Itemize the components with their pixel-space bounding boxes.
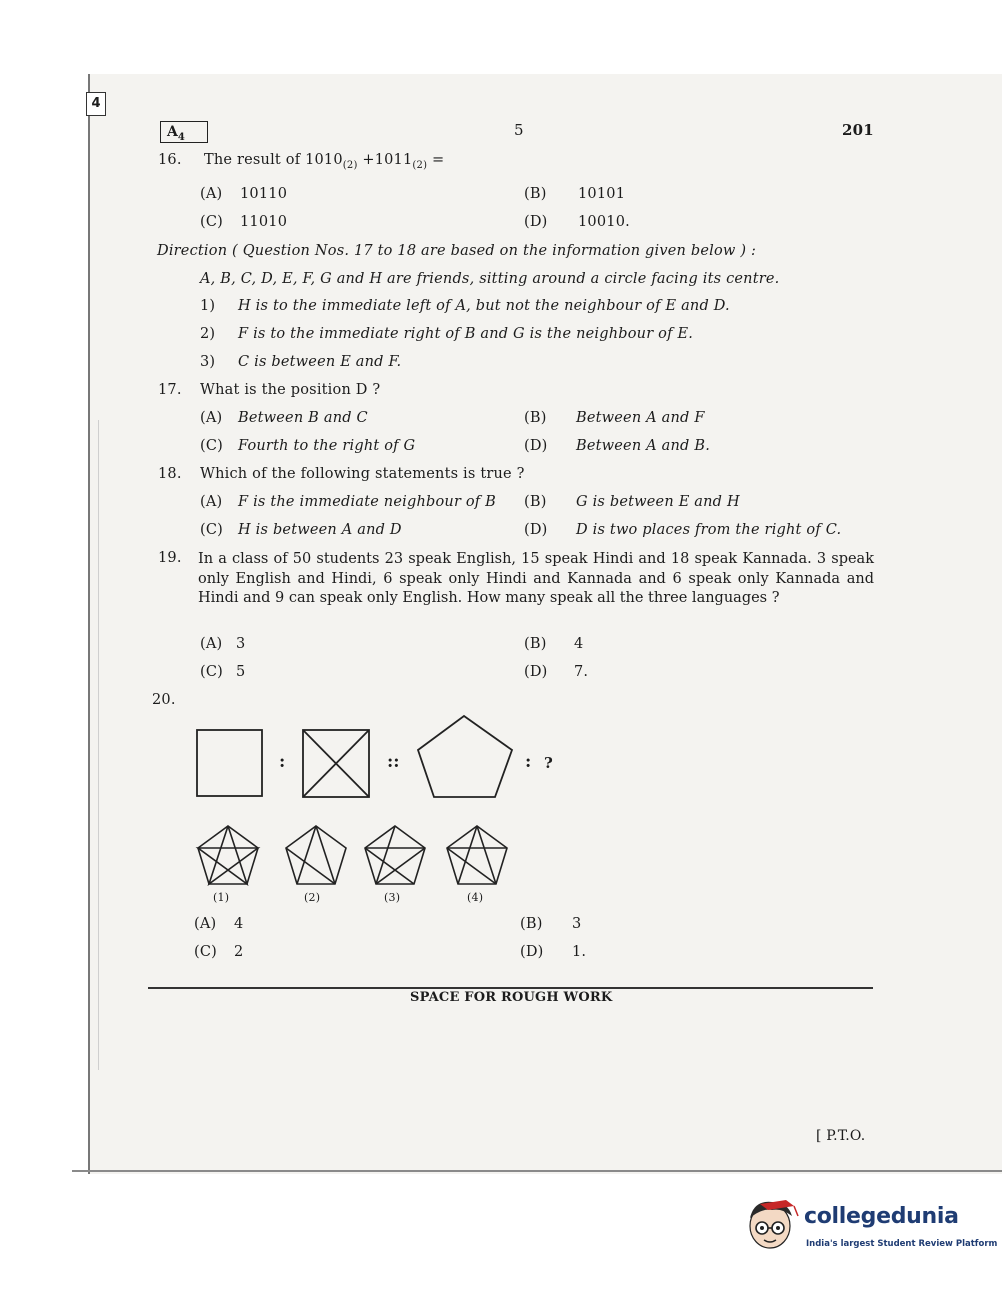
q18-option-a-label: (A) [200,494,223,510]
q17-option-c-text: Fourth to the right of G [238,438,416,454]
booklet-code-sub: 4 [177,131,185,143]
q18-option-c-label: (C) [200,522,224,538]
q18-stem: Which of the following statements is true ? [200,466,525,482]
collegedunia-logo[interactable] [742,1196,998,1258]
q19-option-b-text: 4 [574,636,584,652]
q18-option-d-label: (D) [524,522,548,538]
answer-figure-3-line-2 [365,848,414,884]
q16-option-d-text: 10010. [578,214,630,230]
clue-2-number: 2) [200,326,216,342]
booklet-code-main: A [167,124,178,140]
q17-option-a-label: (A) [200,410,223,426]
clue-2-text: F is to the immediate right of B and G is the neighbour of E. [238,326,694,342]
q17-option-d-text: Between A and B. [576,438,711,454]
q19-option-d-text: 7. [574,664,589,680]
q18-option-b-label: (B) [524,494,547,510]
clue-1-text: H is to the immediate left of A, but not the neighbour of E and D. [238,298,730,314]
answer-figure-4-line-4 [447,848,496,884]
rough-work-label: SPACE FOR ROUGH WORK [410,990,613,1005]
q17-option-c-label: (C) [200,438,224,454]
q16-number: 16. [158,152,182,168]
direction-intro: A, B, C, D, E, F, G and H are friends, sitting around a circle facing its centre. [200,271,780,287]
q19-option-c-label: (C) [200,664,224,680]
rough-work-rule [148,987,873,989]
brand-tagline: India's largest Student Review Platform [806,1239,998,1249]
q16-option-b-label: (B) [524,186,547,202]
figure-label-4: (4) [467,891,484,904]
q20-option-b-label: (B) [520,916,543,932]
q19-option-c-text: 5 [236,664,246,680]
q16-option-a-label: (A) [200,186,223,202]
answer-figure-2-line-2 [316,826,335,884]
q19-number: 19. [158,550,182,566]
side-tab: 4 [86,92,106,116]
q20-colon-2: : [525,752,532,772]
q19-option-d-label: (D) [524,664,548,680]
q17-stem: What is the position D ? [200,382,381,398]
q20-number: 20. [152,692,176,708]
answer-figure-3-line-3 [376,848,425,884]
q20-question-mark: ? [544,754,553,772]
q17-option-b-text: Between A and F [576,410,705,426]
figure-label-2: (2) [304,891,321,904]
q16-option-c-text: 11010 [240,214,288,230]
q17-option-d-label: (D) [524,438,548,454]
q17-option-a-text: Between B and C [238,410,368,426]
q20-option-c-label: (C) [194,944,218,960]
q16-option-a-text: 10110 [240,186,288,202]
q18-option-b-text: G is between E and H [576,494,740,510]
q19-option-a-text: 3 [236,636,246,652]
q16-sub2: (2) [412,159,428,171]
q18-option-a-text: F is the immediate neighbour of B [238,494,497,510]
q20-option-b-text: 3 [572,916,582,932]
q20-double-colon: :: [387,752,400,772]
q20-option-a-text: 4 [234,916,244,932]
q16-option-b-text: 10101 [578,186,626,202]
clue-1-number: 1) [200,298,216,314]
q16-option-c-label: (C) [200,214,224,230]
answer-figure-4-line-2 [477,826,496,884]
q19-option-a-label: (A) [200,636,223,652]
q17-number: 17. [158,382,182,398]
figure-label-3: (3) [384,891,401,904]
q18-number: 18. [158,466,182,482]
clue-3-number: 3) [200,354,216,370]
direction-title: Direction ( Question Nos. 17 to 18 are based on the information given below ) : [157,243,757,259]
answer-figure-2-line-3 [286,848,335,884]
answer-figure-3-line-4 [376,826,395,884]
figure-label-1: (1) [213,891,230,904]
clue-3-text: C is between E and F. [238,354,402,370]
paper-code: 201 [842,121,874,139]
q16-option-d-label: (D) [524,214,548,230]
q17-option-b-label: (B) [524,410,547,426]
answer-figure-4-line-1 [458,826,477,884]
q19-stem: In a class of 50 students 23 speak English, 15 speak Hindi and 18 speak Kannada. 3 speak only English and Hindi, 6 speak only Hindi and Kannada and 6 speak only Kannada and Hindi and 9 can speak only English. How many speak all the three languages ? [198,551,874,606]
q18-option-d-text: D is two places from the right of C. [576,522,842,538]
q20-option-a-label: (A) [194,916,217,932]
q20-option-d-label: (D) [520,944,544,960]
q16-stem-mid: +1011 [362,152,413,168]
q18-option-c-text: H is between A and D [238,522,402,538]
pto-label: [ P.T.O. [816,1128,866,1144]
answer-figure-2-line-1 [297,826,316,884]
q20-option-c-text: 2 [234,944,244,960]
q16-stem-prefix: The result of 1010 [204,152,343,168]
q20-option-d-text: 1. [572,944,587,960]
q16-stem-suffix: = [432,152,445,168]
q20-colon-1: : [279,752,286,772]
mascot-icon [742,1196,804,1258]
q19-option-b-label: (B) [524,636,547,652]
brand-name: collegedunia [804,1204,959,1229]
page-number: 5 [514,121,524,139]
q16-sub1: (2) [342,159,358,171]
